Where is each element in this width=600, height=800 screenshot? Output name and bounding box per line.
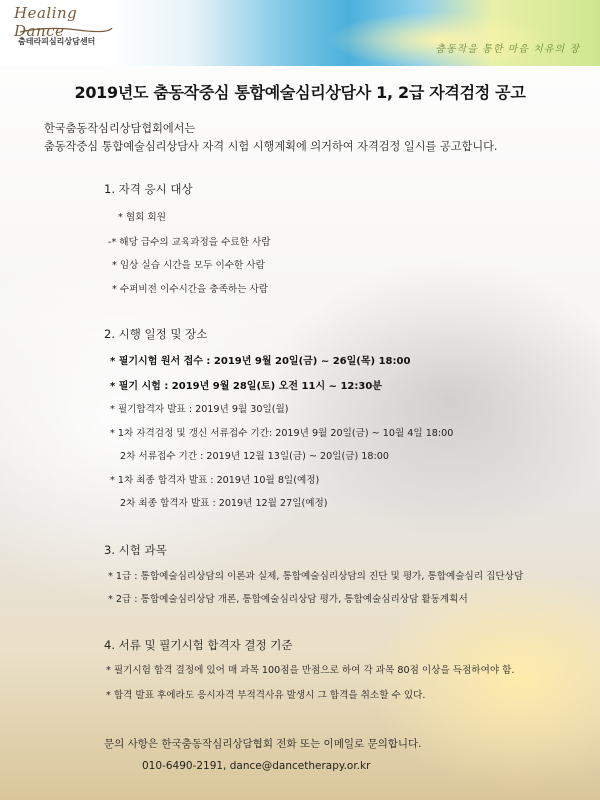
list-item: * 1차 최종 합격자 발표 : 2019년 10월 8일(예정): [110, 475, 320, 486]
list-item: * 합격 발표 후에라도 응시자격 부적격사유 발생시 그 합격을 취소할 수 있다.: [106, 690, 426, 701]
contact-details: 010-6490-2191, dance@dancetherapy.or.kr: [142, 760, 371, 772]
intro-line: 한국춤동작심리상담협회에서는: [44, 122, 196, 135]
logo: [14, 4, 124, 52]
list-item: * 1급 : 통합예술심리상담의 이론과 실제, 통합예술심리상담의 진단 및 평가, 통합예술심리 집단상담: [108, 571, 524, 582]
section-heading-subjects: 3. 시험 과목: [104, 543, 167, 557]
logo-script-text: Healing Dance: [14, 4, 78, 40]
page-title: 2019년도 춤동작중심 통합예술심리상담사 1, 2급 자격검정 공고: [74, 83, 526, 102]
list-item: 2차 서류접수 기간 : 2019년 12월 13일(금) ~ 20일(금) 18:00: [120, 451, 389, 462]
logo-subtitle: 춤테라피심리상담센터: [18, 37, 96, 46]
list-item: * 필기합격자 발표 : 2019년 9월 30일(월): [110, 404, 289, 415]
header-banner: [0, 0, 600, 66]
list-item: -* 해당 급수의 교육과정을 수료한 사람: [108, 237, 271, 248]
intro-text: [44, 120, 498, 156]
header-tagline: 춤동작을 통한 마음 치유의 장: [435, 44, 580, 55]
list-item: * 임상 실습 시간을 모두 이수한 사람: [112, 260, 265, 271]
list-item: * 필기시험 원서 접수 : 2019년 9월 20일(금) ~ 26일(목) 18:00: [110, 356, 411, 367]
intro-line: 춤동작중심 통합예술심리상담사 자격 시험 시행계획에 의거하여 자격검정 일시를 공고합니다.: [44, 140, 498, 153]
list-item: 2차 최종 합격자 발표 : 2019년 12월 27일(예정): [120, 498, 328, 509]
section-heading-schedule: 2. 시행 일정 및 장소: [104, 327, 208, 341]
list-item: * 필기시험 합격 결정에 있어 매 과목 100점을 만점으로 하여 각 과목 80점 이상을 득점하여야 함.: [106, 665, 515, 676]
section-heading-eligibility: 1. 자격 응시 대상: [104, 182, 193, 196]
list-item: * 2급 : 통합예술심리상담 개론, 통합예술심리상담 평가, 통합예술심리상담 활동계획서: [108, 594, 468, 605]
section-heading-criteria: 4. 서류 및 필기시험 합격자 결정 기준: [104, 638, 293, 652]
list-item: * 협회 회원: [118, 212, 166, 223]
list-item: * 필기 시험 : 2019년 9월 28일(토) 오전 11시 ~ 12:30분: [110, 381, 382, 392]
list-item: * 수퍼비전 이수시간을 충족하는 사람: [112, 284, 269, 295]
contact-notice: 문의 사항은 한국춤동작심리상담협회 전화 또는 이메일로 문의합니다.: [104, 738, 422, 750]
list-item: * 1차 자격검정 및 갱신 서류접수 기간: 2019년 9월 20일(금) ~ 10월 4일 18:00: [110, 428, 454, 439]
logo-swoosh-icon: [18, 26, 114, 34]
